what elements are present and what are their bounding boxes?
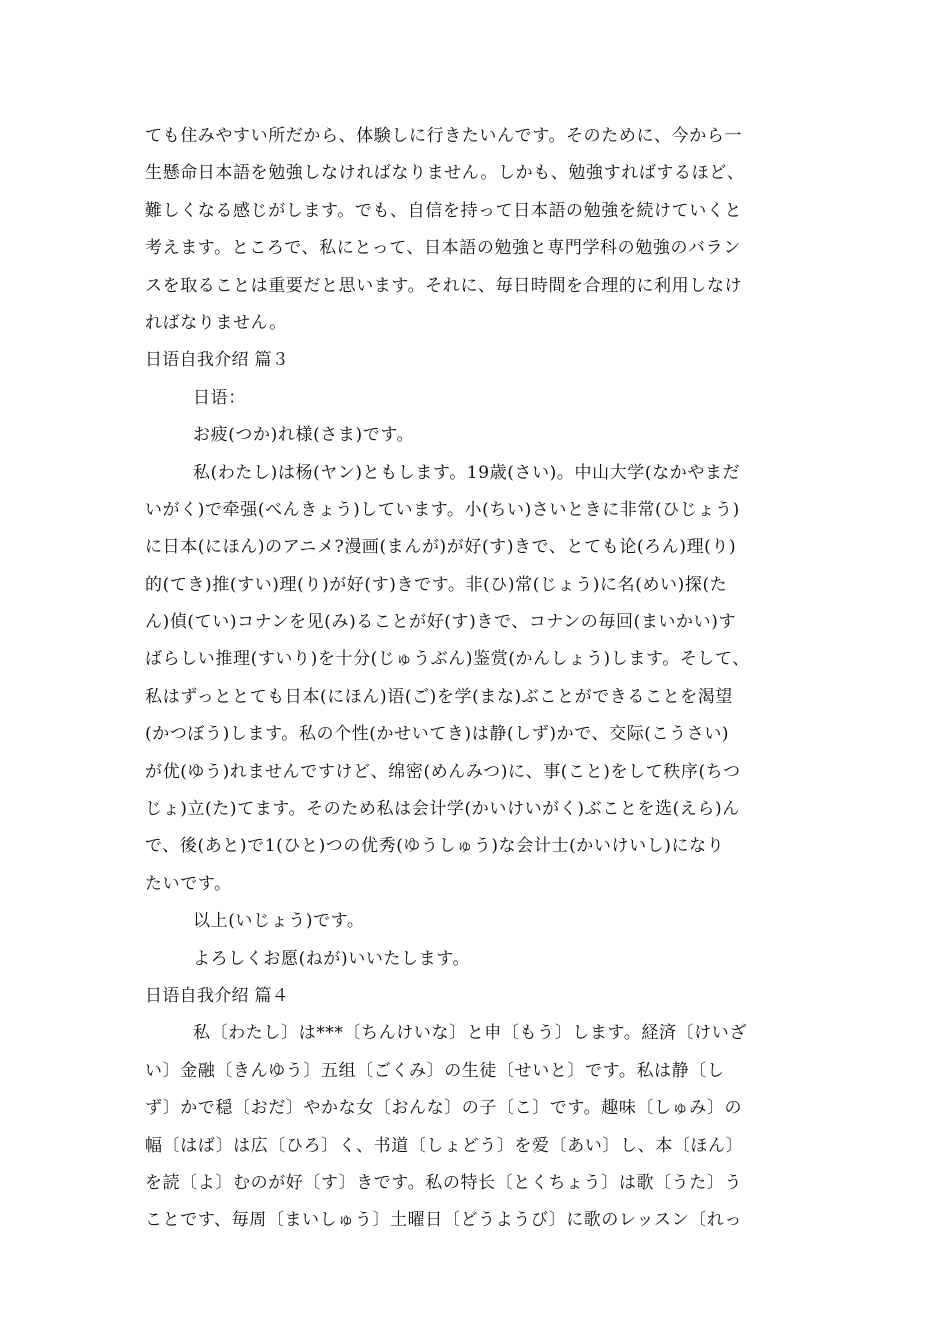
- text-line: 難しくなる感じがします。でも、自信を持って日本語の勉強を続けていくと: [145, 200, 743, 221]
- text-line: 生懸命日本語を勉強しなければなりません。しかも、勉強すればするほど、: [145, 163, 745, 184]
- text-line: ばらしい推理(すいり)を十分(じゅうぶん)鉴赏(かんしょう)します。そして、: [145, 649, 750, 670]
- text-line: を読〔よ〕むのが好〔す〕きです。私の特长〔とくちょう〕は歌〔うた〕う: [145, 1172, 743, 1193]
- text-line: 的(てき)推(すい)理(り)が好(す)きです。非(ひ)常(じょう)に名(めい)探(た: [145, 574, 728, 595]
- text-line: 私〔わたし〕は***〔ちんけいな〕と申〔もう〕します。経済〔けいざ: [193, 1023, 747, 1044]
- text-line: い〕金融〔きんゆう〕五组〔ごくみ〕の生徒〔せいと〕です。私は静〔し: [145, 1060, 725, 1081]
- text-line: たいです。: [145, 873, 232, 894]
- text-line: 日语：: [193, 387, 246, 408]
- text-line: 以上(いじょう)です。: [193, 911, 365, 932]
- text-line: スを取ることは重要だと思います。それに、毎日時間を合理的に利用しなけ: [145, 275, 743, 296]
- text-line: 私はずっととても日本(にほん)语(ご)を学(まな)ぶことができることを渴望: [145, 686, 733, 707]
- text-line: 私(わたし)は杨(ヤン)ともします。19歳(さい)。中山大学(なかやまだ: [193, 462, 741, 483]
- text-line: 幅〔はば〕は広〔ひろ〕く、书道〔しょどう〕を爱〔あい〕し、本〔ほん〕: [145, 1135, 744, 1156]
- text-line: ん)偵(てい)コナンを见(み)ることが好(す)きで、コナンの毎回(まいかい)す: [145, 612, 737, 633]
- text-line: に日本(にほん)のアニメ?漫画(まんが)が好(す)きで、とても论(ろん)理(り): [145, 537, 737, 558]
- text-line: いがく)で牵强(べんきょう)しています。小(ちい)さいときに非常(ひじょう): [145, 499, 740, 520]
- document-page: [145, 118, 810, 1240]
- text-line: ればなりません。: [145, 312, 287, 333]
- section-heading: 日语自我介绍 篇４: [145, 985, 290, 1006]
- text-line: 考えます。ところで、私にとって、日本語の勉強と専門学科の勉強のバラン: [145, 238, 741, 259]
- text-line: ことです、毎周〔まいしゅう〕土曜日〔どうようび〕に歌のレッスン〔れっ: [145, 1210, 743, 1231]
- text-line: じょ)立(た)てます。そのため私は会计学(かいけいがく)ぶことを选(えら)ん: [145, 799, 740, 820]
- text-line: よろしくお愿(ねが)いいたします。: [193, 948, 471, 969]
- text-line: が优(ゆう)れませんですけど、绵密(めんみつ)に、事(こと)をして秩序(ちつ: [145, 761, 741, 782]
- section-heading: 日语自我介绍 篇３: [145, 350, 290, 371]
- text-line: お疲(つか)れ様(さま)です。: [193, 425, 415, 446]
- text-line: で、後(あと)で1(ひと)つの优秀(ゆうしゅう)な会计士(かいけいし)になり: [145, 836, 725, 857]
- text-line: (かつぼう)します。私の个性(かせいてき)は静(しず)かで、交际(こうさい): [145, 724, 730, 745]
- text-line: ず〕かで穏〔おだ〕やかな女〔おんな〕の子〔こ〕です。趣味〔しゅみ〕の: [145, 1098, 743, 1119]
- text-line: ても住みやすい所だから、体験しに行きたいんです。そのために、今から一: [145, 126, 743, 146]
